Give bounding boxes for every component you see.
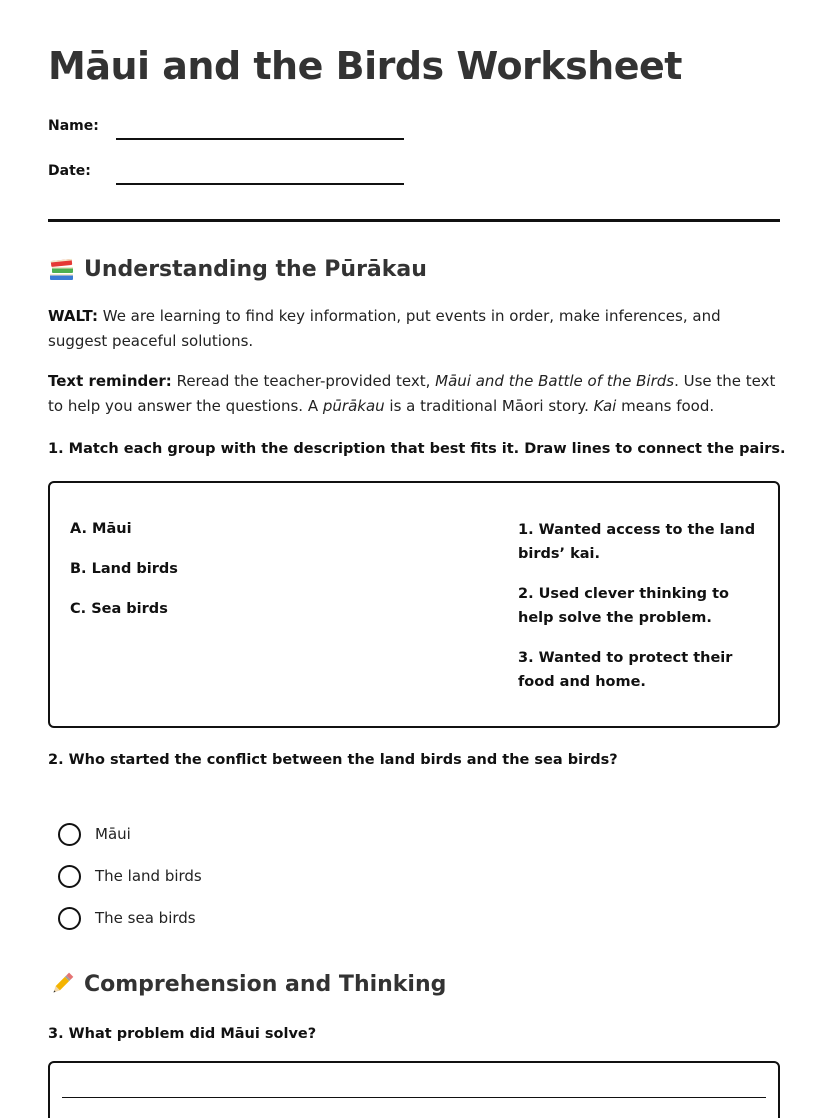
matching-box <box>48 481 780 728</box>
option-sea-birds[interactable] <box>58 897 202 939</box>
reminder-label: Text reminder: <box>48 372 172 390</box>
section-heading-text: Understanding the Pūrākau <box>84 256 427 282</box>
reminder-text: . Use the text to help you answer the questions. A <box>48 372 776 415</box>
walt-text: We are learning to find key information, put events in order, make inferences, and suggest peaceful solutions. <box>48 307 721 350</box>
match-desc-2[interactable]: 2. Used clever thinking to help solve the problem. <box>518 586 730 626</box>
radio-button[interactable] <box>58 907 81 930</box>
question-2: 2. Who started the conflict between the land birds and the sea birds? <box>48 752 618 768</box>
term-purakau: pūrākau <box>322 397 385 415</box>
reminder-paragraph <box>48 369 780 419</box>
match-right-column <box>518 518 764 710</box>
option-label: Māui <box>95 825 131 843</box>
reminder-text: means food. <box>616 397 715 415</box>
question-1: 1. Match each group with the description that best fits it. Draw lines to connect the pairs. <box>48 441 786 457</box>
option-label: The land birds <box>95 867 202 885</box>
walt-label: WALT: <box>48 307 98 325</box>
name-field[interactable] <box>116 138 404 140</box>
date-field[interactable] <box>116 183 404 185</box>
match-left-column <box>70 518 178 638</box>
worksheet-page <box>48 0 786 1118</box>
reminder-text: is a traditional Māori story. <box>384 397 594 415</box>
question-2-options <box>58 813 202 939</box>
match-item-b[interactable]: B. Land birds <box>70 561 178 577</box>
date-label: Date: <box>48 163 91 179</box>
option-land-birds[interactable] <box>58 855 202 897</box>
books-icon <box>48 255 76 283</box>
radio-button[interactable] <box>58 865 81 888</box>
walt-paragraph <box>48 304 780 354</box>
match-desc-1[interactable]: 1. Wanted access to the land birds’ kai. <box>518 522 756 562</box>
match-item-c[interactable]: C. Sea birds <box>70 601 168 617</box>
reminder-text-title: Māui and the Battle of the Birds <box>435 372 675 390</box>
section-heading-understanding <box>48 255 427 283</box>
page-title: Māui and the Birds Worksheet <box>48 44 682 88</box>
divider <box>48 219 780 222</box>
answer-line <box>62 1097 766 1098</box>
pencil-icon <box>48 970 76 998</box>
section-heading-comprehension <box>48 970 446 998</box>
answer-box[interactable] <box>48 1061 780 1118</box>
reminder-text: Reread the teacher-provided text, <box>171 372 436 390</box>
name-label: Name: <box>48 118 99 134</box>
option-maui[interactable] <box>58 813 202 855</box>
term-kai: Kai <box>593 397 617 415</box>
section-heading-text: Comprehension and Thinking <box>84 971 447 997</box>
radio-button[interactable] <box>58 823 81 846</box>
question-3: 3. What problem did Māui solve? <box>48 1026 317 1042</box>
match-desc-3[interactable]: 3. Wanted to protect their food and home. <box>518 650 733 690</box>
option-label: The sea birds <box>95 909 196 927</box>
match-item-a[interactable]: A. Māui <box>70 521 132 537</box>
